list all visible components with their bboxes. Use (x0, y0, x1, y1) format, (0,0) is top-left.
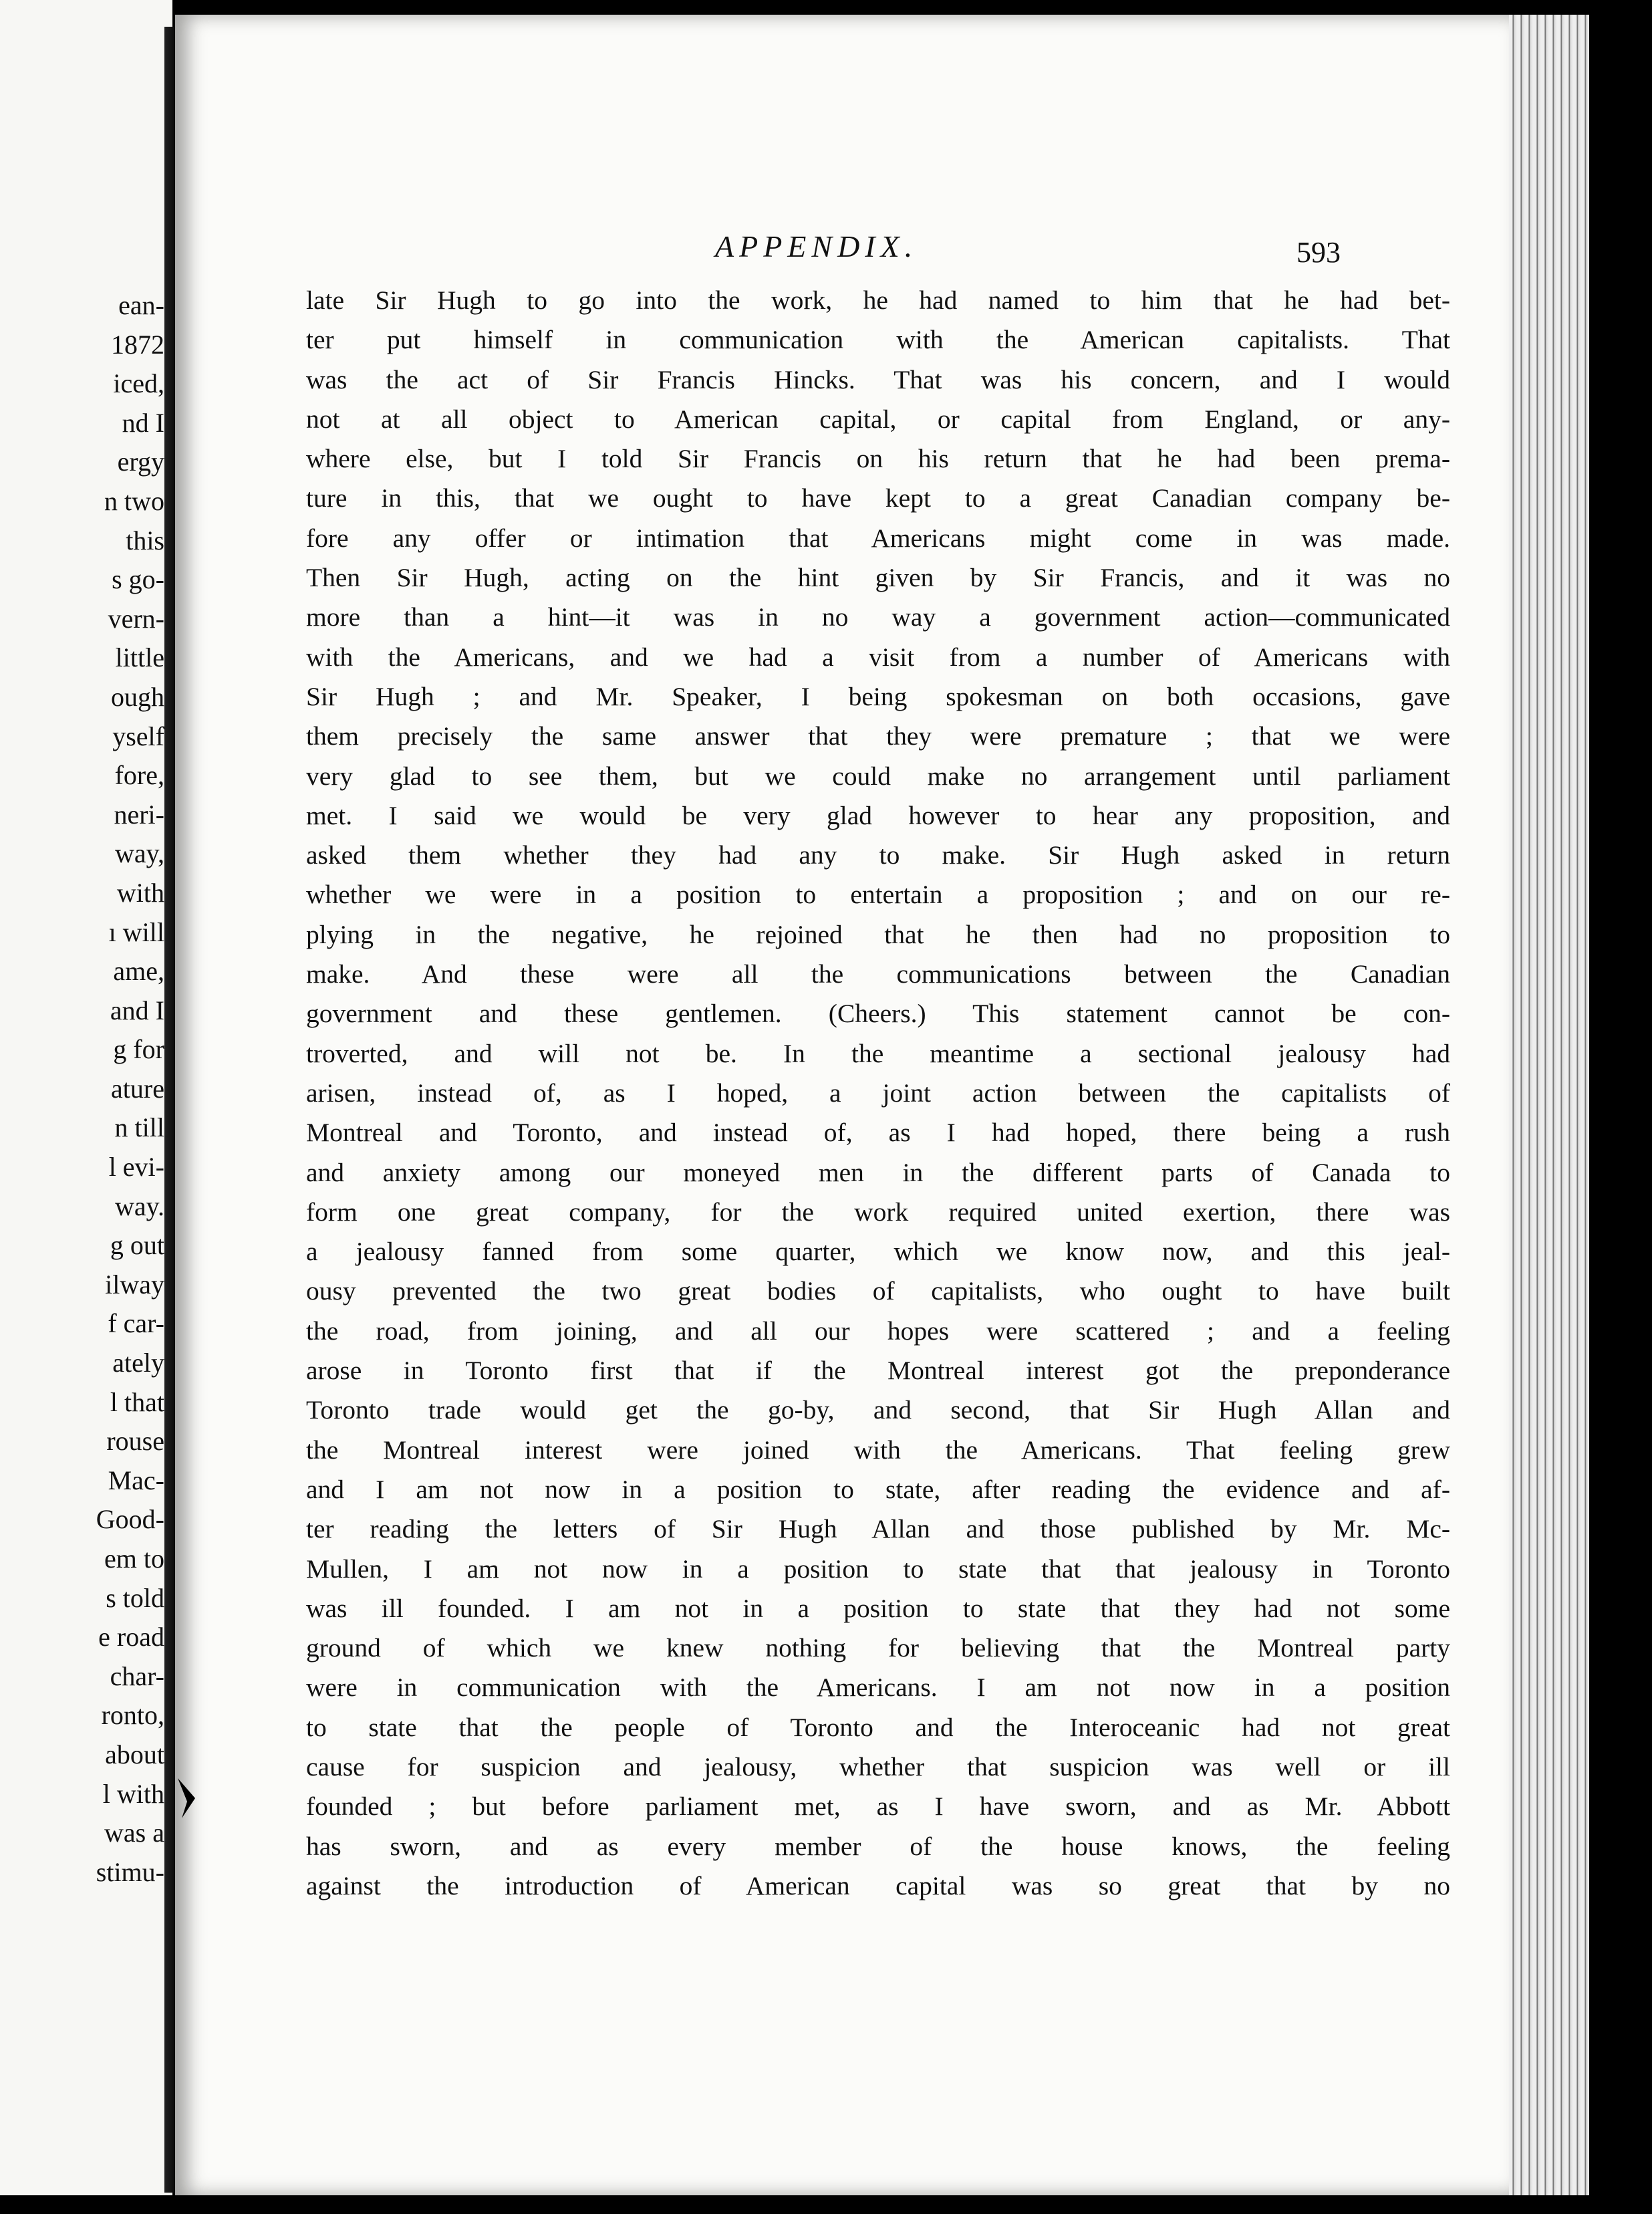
left-page-line-text: em to (104, 1544, 164, 1574)
left-page-line-text: ature (111, 1073, 164, 1104)
text-line: and I am not now in a position to state, after reading the evidence and af- (306, 1474, 1450, 1504)
left-page-line (0, 482, 172, 521)
text-line: and anxiety among our moneyed men in the different parts of Canada to (306, 1157, 1450, 1187)
left-page-text (0, 286, 172, 1892)
text-line: arisen, instead of, as I hoped, a joint action between the capitalists of (306, 1078, 1450, 1108)
page-number: 593 (1296, 236, 1341, 269)
left-page-line-text: ergy (117, 447, 164, 477)
left-page-line-text: n two (104, 485, 164, 516)
text-line: ter reading the letters of Sir Hugh Allan and those published by Mr. Mc- (306, 1514, 1450, 1544)
left-page-line (0, 1853, 172, 1892)
left-page-line (0, 1422, 172, 1461)
left-page-line-text: and I (110, 995, 164, 1025)
text-line: late Sir Hugh to go into the work, he had named to him that he had bet- (306, 285, 1450, 315)
left-page-line-text: neri- (114, 799, 164, 830)
left-page-line (0, 443, 172, 482)
text-line: ground of which we knew nothing for believing that the Montreal party (306, 1633, 1450, 1663)
left-page-line-text: vern- (108, 603, 164, 634)
left-page-line (0, 1735, 172, 1775)
left-page-line-text: ame, (113, 956, 164, 987)
left-page-line-text: way, (114, 838, 164, 869)
page-clip-icon (175, 1771, 202, 1832)
left-page-line (0, 600, 172, 639)
left-page-line (0, 1500, 172, 1540)
left-page-line (0, 1618, 172, 1657)
left-page-line-text: Mac- (108, 1465, 164, 1495)
left-page-line (0, 1579, 172, 1618)
text-line: fore any offer or intimation that Americans might come in was made. (306, 523, 1450, 553)
left-page-line-text: way. (114, 1191, 164, 1221)
left-page-line-text: ronto, (101, 1700, 164, 1731)
text-line: ture in this, that we ought to have kept to a great Canadian company be- (306, 483, 1450, 513)
left-page-line (0, 364, 172, 404)
left-page-line-text: about (105, 1739, 164, 1769)
left-page-line (0, 756, 172, 795)
text-line: met. I said we would be very glad however to hear any proposition, and (306, 800, 1450, 830)
left-page-line-text: l evi- (108, 1152, 164, 1183)
running-head (175, 215, 1509, 269)
text-line: to state that the people of Toronto and the Interoceanic had not great (306, 1712, 1450, 1742)
left-page-line (0, 678, 172, 717)
text-line: Mullen, I am not now in a position to state that that jealousy in Toronto (306, 1554, 1450, 1584)
left-page-line-text: ı will (108, 916, 164, 947)
left-page-line-text: n till (114, 1112, 164, 1143)
text-line: them precisely the same answer that they were premature ; that we were (306, 721, 1450, 751)
left-page-line-text: this (126, 525, 164, 556)
text-line: the road, from joining, and all our hopes were scattered ; and a feeling (306, 1316, 1450, 1346)
text-line: Toronto trade would get the go-by, and second, that Sir Hugh Allan and (306, 1395, 1450, 1425)
text-line: more than a hint—it was in no way a government action—communicated (306, 602, 1450, 632)
left-page-line (0, 795, 172, 835)
left-page-line-text: l with (102, 1778, 164, 1809)
text-line: whether we were in a position to entertain a proposition ; and on our re- (306, 880, 1450, 910)
text-line: plying in the negative, he rejoined that he then had no proposition to (306, 919, 1450, 949)
text-line: troverted, and will not be. In the meantime a sectional jealousy had (306, 1038, 1450, 1068)
left-page-line-text: fore, (114, 760, 164, 791)
text-line: with the Americans, and we had a visit from a number of Americans with (306, 642, 1450, 672)
text-line: the Montreal interest were joined with the Americans. That feeling grew (306, 1435, 1450, 1465)
left-page-line (0, 1344, 172, 1383)
text-line: Montreal and Toronto, and instead of, as I had hoped, there being a rush (306, 1118, 1450, 1148)
text-line: Sir Hugh ; and Mr. Speaker, I being spokesman on both occasions, gave (306, 681, 1450, 711)
left-page-line-text: ilway (105, 1269, 164, 1300)
text-line: Then Sir Hugh, acting on the hint given by Sir Francis, and it was no (306, 563, 1450, 593)
left-page-line (0, 834, 172, 874)
left-page-line-text: e road (98, 1622, 164, 1652)
left-page-line (0, 1265, 172, 1305)
left-page-line (0, 1226, 172, 1265)
left-page-line-text: iced, (113, 368, 164, 399)
text-line: against the introduction of American capital was so great that by no (306, 1870, 1450, 1900)
left-page-line-text: s told (106, 1582, 164, 1613)
page-stack-edge (1509, 15, 1589, 2195)
left-page-line (0, 1148, 172, 1187)
text-line: has sworn, and as every member of the house knows, the feeling (306, 1831, 1450, 1861)
text-line: not at all object to American capital, or capital from England, or any- (306, 404, 1450, 434)
text-line: were in communication with the Americans. I am not now in a position (306, 1673, 1450, 1703)
left-page-line (0, 1070, 172, 1109)
text-line: ousy prevented the two great bodies of capitalists, who ought to have built (306, 1276, 1450, 1306)
left-page-line (0, 1030, 172, 1070)
text-line: government and these gentlemen. (Cheers.) This statement cannot be con- (306, 999, 1450, 1029)
left-page-line (0, 1383, 172, 1423)
left-page-line-text: yself (112, 721, 164, 751)
left-page-line-text: little (115, 642, 164, 673)
left-page-line-text: g for (113, 1034, 164, 1065)
text-line: was the act of Sir Francis Hincks. That was his concern, and I would (306, 364, 1450, 394)
left-page-line-text: ough (111, 681, 164, 712)
left-page-line (0, 952, 172, 991)
text-line: arose in Toronto first that if the Montreal interest got the preponderance (306, 1356, 1450, 1386)
left-page-line (0, 404, 172, 443)
left-page-line-text: s go- (112, 564, 164, 595)
left-page-line-text: l that (110, 1386, 164, 1417)
book-page (175, 15, 1509, 2195)
text-line: cause for suspicion and jealousy, whether that suspicion was well or ill (306, 1751, 1450, 1781)
text-line: make. And these were all the communications between the Canadian (306, 959, 1450, 989)
running-head-title: APPENDIX. (715, 229, 918, 263)
left-page-line (0, 874, 172, 913)
left-page-line-text: with (116, 877, 164, 908)
left-page-line (0, 560, 172, 600)
left-page-line-text: stimu- (96, 1856, 164, 1887)
left-page-line (0, 1775, 172, 1814)
text-line: where else, but I told Sir Francis on his return that he had been prema- (306, 444, 1450, 474)
text-line: founded ; but before parliament met, as I have sworn, and as Mr. Abbott (306, 1792, 1450, 1822)
left-page-line (0, 638, 172, 678)
left-page-line-text: char- (110, 1660, 164, 1691)
text-line: a jealousy fanned from some quarter, which we know now, and this jeal- (306, 1237, 1450, 1267)
left-page-line-text: Good- (96, 1504, 164, 1535)
left-page-line (0, 913, 172, 953)
left-page-line (0, 1696, 172, 1735)
left-page-line (0, 326, 172, 365)
left-page-line (0, 1814, 172, 1853)
left-page-line (0, 1540, 172, 1579)
left-page-line (0, 1108, 172, 1148)
top-scan-border (0, 0, 1652, 15)
left-page-line (0, 1461, 172, 1501)
left-page-line-text: rouse (106, 1426, 164, 1457)
text-line: form one great company, for the work required united exertion, there was (306, 1197, 1450, 1227)
text-line: very glad to see them, but we could make no arrangement until parliament (306, 761, 1450, 791)
left-page-line (0, 286, 172, 326)
text-line: ter put himself in communication with the American capitalists. That (306, 325, 1450, 355)
left-page-line-text: ean- (118, 290, 164, 320)
left-page-line (0, 991, 172, 1031)
left-page-line-text: ately (112, 1348, 164, 1378)
left-facing-page (0, 0, 172, 2214)
right-scan-border (1589, 0, 1652, 2214)
text-line: asked them whether they had any to make. Sir Hugh asked in return (306, 840, 1450, 870)
left-page-line-text: g out (110, 1230, 164, 1261)
left-page-line (0, 1657, 172, 1697)
left-page-line-text: 1872 (111, 329, 164, 360)
bottom-scan-border (0, 2195, 1652, 2214)
left-page-line (0, 1304, 172, 1344)
left-page-line (0, 717, 172, 757)
left-page-line (0, 521, 172, 561)
left-page-line (0, 1187, 172, 1227)
left-page-line-text: was a (104, 1818, 164, 1848)
body-text (306, 281, 1450, 1906)
text-line: was ill founded. I am not in a position to state that they had not some (306, 1593, 1450, 1623)
left-page-line-text: f car- (108, 1308, 164, 1339)
left-page-line-text: nd I (122, 407, 164, 438)
